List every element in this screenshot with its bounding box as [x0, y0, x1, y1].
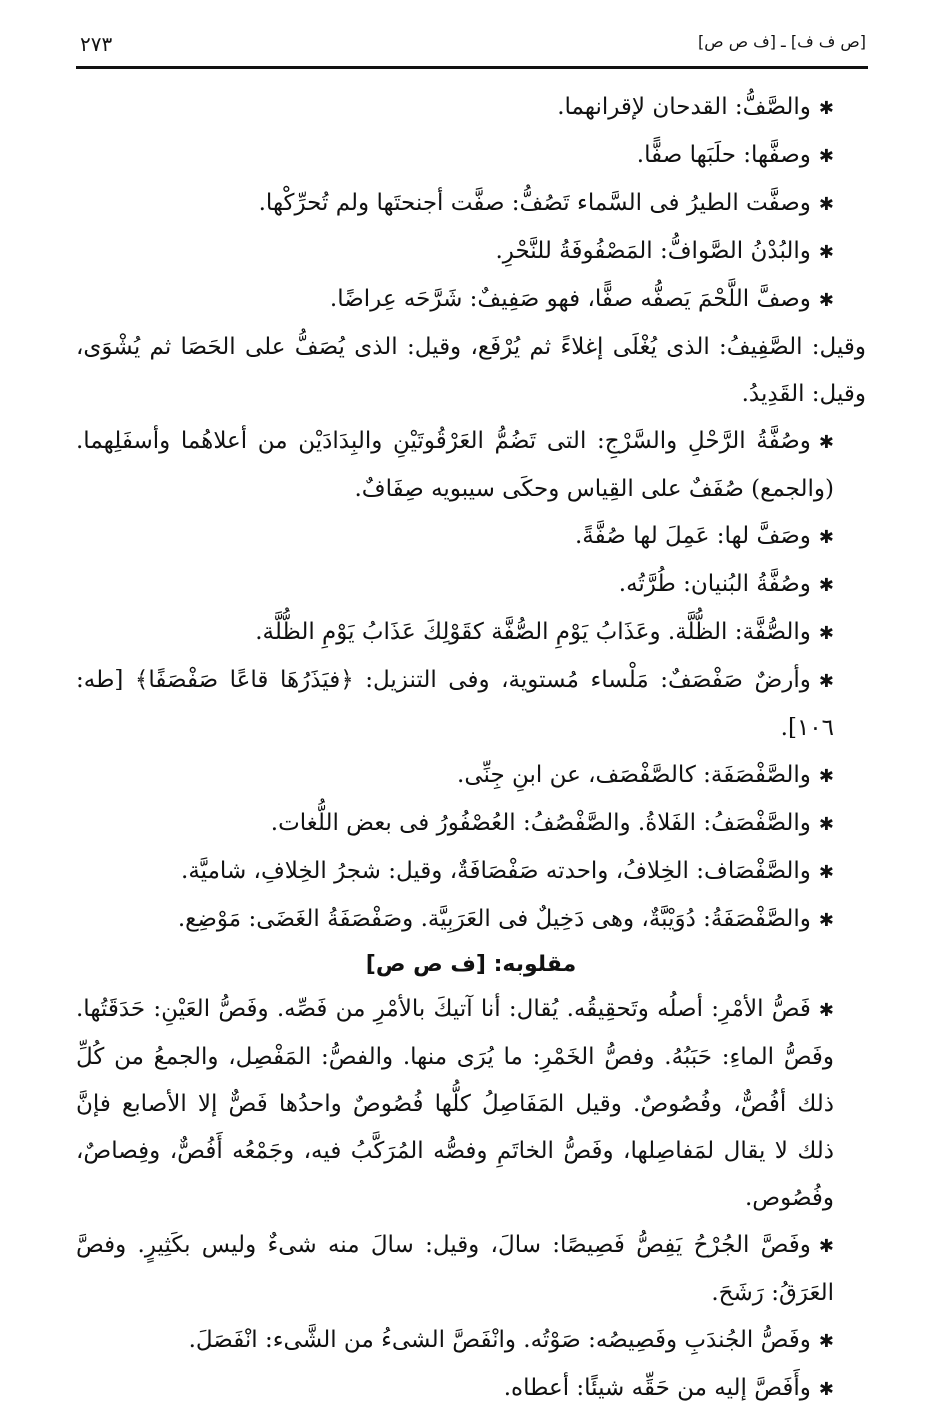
header-rule — [76, 66, 868, 69]
entry-text: وصفَّت الطيرُ فى السَّماء تَصُفُّ: صفَّت أجنحتَها ولم تُحرِّكْها. — [258, 190, 811, 216]
asterisk-icon: ✱ — [818, 575, 834, 596]
entry-text: والصَّفُّ: القدحان لإقرانهما. — [557, 94, 811, 120]
asterisk-icon: ✱ — [818, 290, 834, 311]
entry-text: والصَّفْصَفُ: الفَلاةُ. والصَّفْصُفُ: العُصْفُورُ فى بعض اللُّغات. — [270, 810, 811, 836]
entry — [76, 180, 866, 228]
asterisk-icon: ✱ — [818, 623, 834, 644]
entry-text: وأرضٌ صَفْصَفٌ: مَلْساء مُستوية، وفى التنزيل: ﴿فيَذَرُهَا قاعًا صَفْصَفًا﴾ [طه: ١٠٦]. — [76, 667, 834, 741]
entry — [76, 276, 866, 324]
asterisk-icon: ✱ — [818, 146, 834, 167]
entry — [76, 609, 866, 657]
asterisk-icon: ✱ — [818, 98, 834, 119]
entry-text: وقيل: الصَّفِيفُ: الذى يُغْلَى إغلاءً ثم يُرْفَع، وقيل: الذى يُصَفُّ على الحَصَا ثم يُشْوَى، وقيل: القَدِيدُ. — [76, 334, 866, 407]
entry-text: وصَفَّ لها: عَمِلَ لها صُفَّةً. — [574, 523, 811, 549]
asterisk-icon: ✱ — [818, 242, 834, 263]
entry — [76, 1365, 866, 1413]
asterisk-icon: ✱ — [818, 814, 834, 835]
entry-text: والصَّفْصَفَة: كالصَّفْصَف، عن ابنِ جِنِّى. — [457, 762, 811, 788]
asterisk-icon: ✱ — [818, 862, 834, 883]
entry-text: وصفَّها: حلَبَها صفًّا. — [636, 142, 811, 168]
asterisk-icon: ✱ — [818, 1379, 834, 1400]
page-header — [80, 26, 866, 66]
entry-text: وفَصَّ الجُرْحُ يَفِصُّ فَصِيصًا: سالَ، وقيل: سالَ منه شىءٌ وليس بكَثِيرٍ. وفصَّ العَرَقُ: رَشَحَ. — [76, 1232, 834, 1306]
asterisk-icon: ✱ — [818, 1000, 834, 1021]
asterisk-icon: ✱ — [818, 527, 834, 548]
entry — [76, 848, 866, 896]
section-heading: مقلوبه: [ف ص ص] — [365, 952, 577, 977]
asterisk-icon: ✱ — [818, 194, 834, 215]
entry — [76, 800, 866, 848]
asterisk-icon: ✱ — [818, 1331, 834, 1352]
asterisk-icon: ✱ — [818, 766, 834, 787]
entry-text: وصُفَّةُ البُنيان: طُرَّتُه. — [618, 571, 811, 597]
asterisk-icon: ✱ — [818, 910, 834, 931]
entries-before — [76, 84, 866, 944]
running-head: [ص ف ف] ـ [ف ص ص] — [698, 32, 866, 51]
entry — [76, 513, 866, 561]
entry — [76, 418, 866, 513]
entry-text: والصُّفَّة: الظُّلَّة. وعَذَابُ يَوْمِ الصُّفَّة كقَوْلِكَ عَذَابُ يَوْمِ الظُّلَّة. — [255, 619, 811, 645]
page-number: ٢٧٣ — [80, 32, 113, 56]
entry-text: وصُفَّةُ الرَّحْلِ والسَّرْجِ: التى تَضُمُّ العَرْقُوتَيْنِ والبِدَادَيْن من أعلاهُما وأسفَلِهما. (والجمع) صُفَفٌ على القِياس وحكَى سيبويه صِفَافٌ. — [76, 428, 834, 502]
entry — [76, 657, 866, 752]
entry — [76, 1222, 866, 1317]
entry — [76, 752, 866, 800]
entry — [76, 324, 866, 418]
entry — [76, 561, 866, 609]
entry-text: وفَصُّ الجُندَبِ وفَصِيصُه: صَوْتُه. وانْفَصَّ الشىءُ من الشَّىء: انْفَصَلَ. — [188, 1327, 811, 1353]
entry — [76, 84, 866, 132]
entry — [76, 1317, 866, 1365]
entry-text: والصَّفْصَاف: الخِلافُ، واحدته صَفْصَافَةٌ، وقيل: شجرُ الخِلافِ، شاميَّة. — [181, 858, 811, 884]
entry-text: والبُدْنُ الصَّوافُّ: المَصْفُوفَةُ للنَّحْرِ. — [495, 238, 811, 264]
entry — [76, 896, 866, 944]
asterisk-icon: ✱ — [818, 671, 834, 692]
entry-text: وصفَّ اللَّحْمَ يَصفُّه صفًّا، فهو صَفِيفٌ: شَرَّحَه عِراضًا. — [329, 286, 811, 312]
page-body — [76, 84, 866, 1413]
entry — [76, 132, 866, 180]
entry-text: والصَّفْصَفَةُ: دُوَيْبَّةٌ، وهى دَخِيلٌ فى العَرَبِيَّة. وصَفْصَفَةُ الغَضَى: مَوْضِع. — [177, 906, 811, 932]
entry — [76, 986, 866, 1222]
entry — [76, 228, 866, 276]
asterisk-icon: ✱ — [818, 432, 834, 453]
entries-after — [76, 986, 866, 1413]
entry-text: وأَفَصَّ إليه من حَقِّه شيئًا: أعطاه. — [503, 1375, 811, 1401]
entry-text: فَصُّ الأمْرِ: أصلُه وتَحقِيقُه. يُقال: أنا آتيكَ بالأمْرِ من فَصِّه. وفَصُّ العَيْنِ: حَدَقَتُها. وفَصُّ الماءِ: حَبَبُهُ. وفصُّ الخَمْرِ: ما يُرَى منها. والفصُّ: المَفْصِل، والجمعُ من كُلِّ ذلك أفُصٌّ، وفُصُوصٌ. وقيل المَفَاصِلُ كلُّها فُصُوصٌ واحدُها فَصٌّ إلا الأصابع فإنَّ ذلك لا يقال لمَفاصِلها، وفَصُّ الخاتَمِ وفصُّه المُرَكَّبُ فيه، وجَمْعُه أَفُصٌّ، وفِصاصٌ، وفُصُوص. — [76, 996, 834, 1211]
asterisk-icon: ✱ — [818, 1236, 834, 1257]
